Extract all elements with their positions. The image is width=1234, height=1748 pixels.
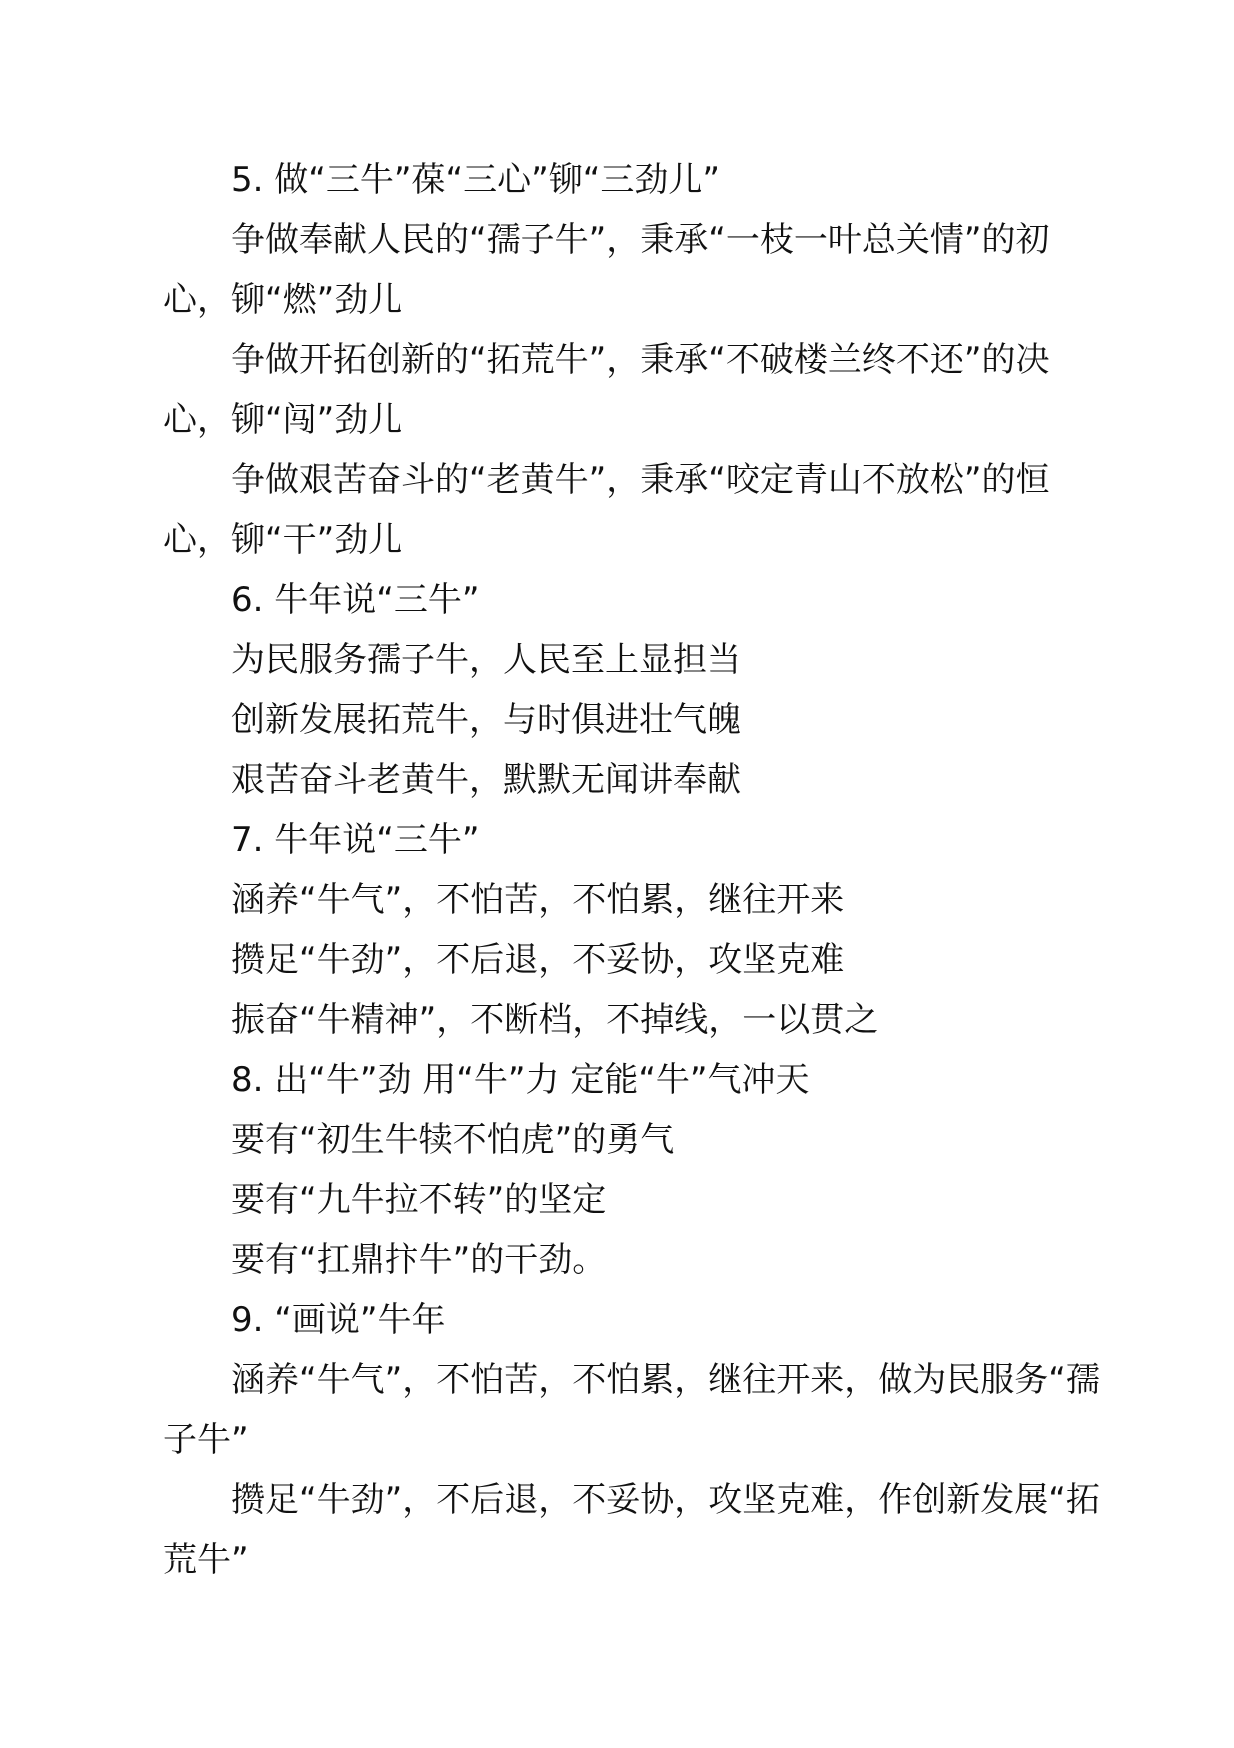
paragraph: 为民服务孺子牛，人民至上显担当 <box>231 640 741 680</box>
paragraph: 涵养“牛气”，不怕苦，不怕累，继往开来 <box>231 880 845 920</box>
section-heading-7: 7. 牛年说“三牛” <box>231 820 480 860</box>
paragraph: 争做艰苦奋斗的“老黄牛”，秉承“咬定青山不放松”的恒心，铆“干”劲儿 <box>163 460 1050 560</box>
paragraph: 要有“初生牛犊不怕虎”的勇气 <box>231 1120 675 1160</box>
paragraph: 涵养“牛气”，不怕苦，不怕累，继往开来，做为民服务“孺子牛” <box>163 1360 1100 1460</box>
paragraph: 创新发展拓荒牛，与时俱进壮气魄 <box>231 700 741 740</box>
paragraph: 攒足“牛劲”，不后退，不妥协，攻坚克难，作创新发展“拓荒牛” <box>163 1480 1100 1580</box>
paragraph: 艰苦奋斗老黄牛，默默无闻讲奉献 <box>231 760 741 800</box>
section-heading-9: 9. “画说”牛年 <box>231 1300 446 1340</box>
section-heading-8: 8. 出“牛”劲 用“牛”力 定能“牛”气冲天 <box>231 1060 810 1100</box>
paragraph: 要有“九牛拉不转”的坚定 <box>231 1180 607 1220</box>
paragraph: 要有“扛鼎抃牛”的干劲。 <box>231 1240 607 1280</box>
paragraph: 振奋“牛精神”，不断档，不掉线，一以贯之 <box>231 1000 879 1040</box>
paragraph: 攒足“牛劲”，不后退，不妥协，攻坚克难 <box>231 940 845 980</box>
paragraph: 争做开拓创新的“拓荒牛”，秉承“不破楼兰终不还”的决心，铆“闯”劲儿 <box>163 340 1050 440</box>
paragraph: 争做奉献人民的“孺子牛”，秉承“一枝一叶总关情”的初心，铆“燃”劲儿 <box>163 220 1050 320</box>
section-heading-5: 5. 做“三牛”葆“三心”铆“三劲儿” <box>231 160 720 200</box>
document-body <box>163 150 1115 1590</box>
section-heading-6: 6. 牛年说“三牛” <box>231 580 480 620</box>
